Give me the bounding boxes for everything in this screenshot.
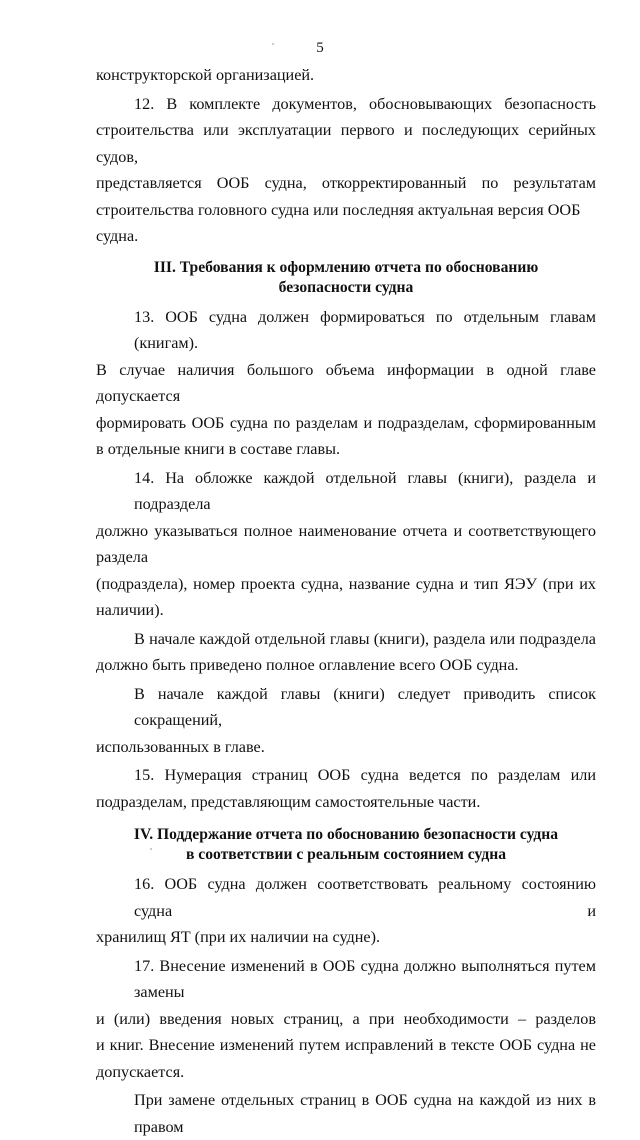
text-line: 16. ООБ судна должен соответствовать реальному состоянию судна и — [134, 875, 596, 920]
heading-line: безопасности судна — [278, 278, 414, 296]
text-line: в отдельные книги в составе главы. — [96, 440, 341, 458]
clause-16 — [96, 871, 596, 951]
scan-speck — [272, 43, 274, 45]
heading-line: IV. Поддержание отчета по обоснованию безопасности судна — [133, 826, 559, 843]
text-line: 14. На обложке каждой отдельной главы (книги), раздела и подраздела — [134, 468, 596, 513]
text-line: При замене отдельных страниц в ООБ судна на каждой из них в правом — [134, 1091, 596, 1136]
text-line: формировать ООБ судна по разделам и подразделам, сформированным — [96, 413, 596, 432]
text-line: допускается. — [96, 1062, 185, 1081]
section-heading-iii — [96, 258, 596, 298]
clause-14-paragraph-3 — [96, 681, 596, 761]
heading-line: в соответствии с реальным состоянием судна — [185, 846, 506, 863]
text-line: должно быть приведено полное оглавление всего ООБ судна. — [96, 656, 519, 674]
text-line: конструкторской организацией. — [96, 66, 315, 84]
text-line: (подраздела), номер проекта судна, название судна и тип ЯЭУ (при их — [96, 574, 596, 593]
text-line: 15. Нумерация страниц ООБ судна ведется по разделам или — [134, 766, 596, 784]
text-line: и книг. Внесение изменений путем исправлений в тексте ООБ судна не — [96, 1036, 596, 1054]
text-line: и (или) введения новых страниц, а при необходимости – разделов — [96, 1009, 596, 1028]
text-line: представляется ООБ судна, откорректированный по результатам — [96, 174, 596, 192]
text-line: В начале каждой отдельной главы (книги), раздела или подраздела — [134, 629, 596, 648]
text-line: В начале каждой главы (книги) следует приводить список сокращений, — [134, 684, 596, 729]
text-line: 13. ООБ судна должен формироваться по отдельным главам (книгам). — [134, 307, 596, 352]
paragraph-continuation — [96, 62, 596, 89]
text-line: строительства или эксплуатации первого и последующих серийных судов, — [96, 121, 596, 166]
scan-speck — [150, 848, 152, 850]
text-line: должно указываться полное наименование отчета и соответствующего раздела — [96, 521, 596, 566]
text-line: подразделам, представляющим самостоятельные части. — [96, 792, 481, 811]
document-body — [96, 62, 596, 1140]
section-heading-iv — [96, 825, 596, 865]
page-number: 5 — [316, 40, 324, 56]
text-line: 17. Внесение изменений в ООБ судна должно выполняться путем замены — [134, 956, 596, 1001]
clause-12 — [96, 91, 596, 250]
clause-17-paragraph-2 — [96, 1087, 596, 1140]
text-line: строительства головного судна или последняя актуальная версия ООБ судна. — [96, 200, 581, 245]
text-line: хранилищ ЯТ (при их наличии на судне). — [96, 928, 381, 946]
clause-17 — [96, 953, 596, 1086]
clause-13 — [96, 304, 596, 463]
clause-15 — [96, 762, 596, 815]
text-line: 12. В комплекте документов, обосновывающих безопасность — [134, 94, 596, 113]
text-line: В случае наличия большого объема информации в одной главе допускается — [96, 360, 596, 405]
clause-14-paragraph-2 — [96, 626, 596, 679]
text-line: наличии). — [96, 601, 164, 619]
heading-line: III. Требования к оформлению отчета по обоснованию — [153, 258, 539, 276]
clause-14 — [96, 465, 596, 624]
text-line: использованных в главе. — [96, 737, 265, 756]
